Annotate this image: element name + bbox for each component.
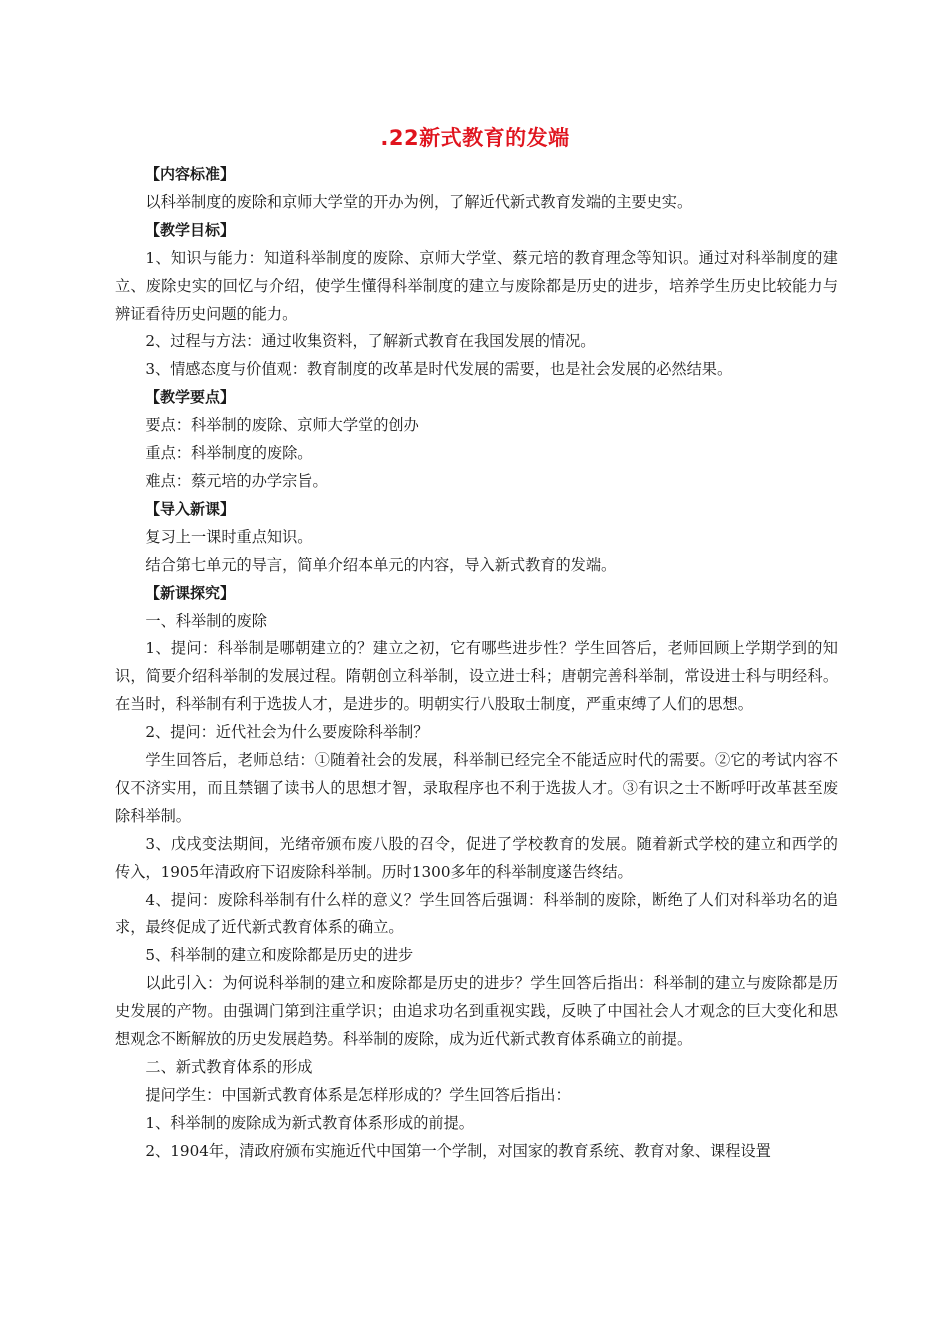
paragraph: 学生回答后，老师总结：①随着社会的发展，科举制已经完全不能适应时代的需要。②它的考试内容不仅不济实用，而且禁锢了读书人的思想才智，录取程序也不利于选拔人才。③有识之士不断呼吁改革甚至废除科举制。 [115,751,838,825]
paragraph: 4、提问：废除科举制有什么样的意义？学生回答后强调：科举制的废除，断绝了人们对科举功名的追求，最终促成了近代新式教育体系的确立。 [115,890,838,937]
paragraph: 1、科举制的废除成为新式教育体系形成的前提。 [145,1113,474,1132]
section-heading: 【内容标准】 [145,165,236,183]
section-heading: 【导入新课】 [145,499,236,518]
paragraph: 2、提问：近代社会为什么要废除科举制？ [145,723,429,742]
section-heading: 【新课探究】 [145,583,236,602]
paragraph: 1、提问：科举制是哪朝建立的？建立之初，它有哪些进步性？学生回答后，老师回顾上学期学到的知识，简要介绍科举制的发展过程。隋朝创立科举制，设立进士科；唐朝完善科举制，常设进士科与明经科。在当时，科举制有利于选拔人才，是进步的。明朝实行八股取士制度，严重束缚了人们的思想。 [115,639,838,714]
paragraph: 2、过程与方法：通过收集资料，了解新式教育在我国发展的情况。 [145,332,596,351]
paragraph: 复习上一课时重点知识。 [145,527,313,546]
section-heading: 【教学目标】 [145,220,236,239]
paragraph: 3、情感态度与价值观：教育制度的改革是时代发展的需要，也是社会发展的必然结果。 [145,360,733,379]
paragraph: 2、1904年，清政府颁布实施近代中国第一个学制，对国家的教育系统、教育对象、课程设置 [145,1141,771,1160]
paragraph: 5、科举制的建立和废除都是历史的进步 [145,946,414,965]
paragraph: 二、新式教育体系的形成 [145,1058,313,1076]
paragraph: 要点：科举制的废除、京师大学堂的创办 [145,416,419,435]
document-body [115,161,838,1166]
section-heading: 【教学要点】 [145,388,236,407]
paragraph: 重点：科举制度的废除。 [145,444,313,463]
paragraph: 以科举制度的废除和京师大学堂的开办为例，了解近代新式教育发端的主要史实。 [145,192,693,211]
paragraph: 1、知识与能力：知道科举制度的废除、京师大学堂、蔡元培的教育理念等知识。通过对科举制度的建立、废除史实的回忆与介绍，使学生懂得科举制度的建立与废除都是历史的进步，培养学生历史比较能力与辨证看待历史问题的能力。 [115,248,838,323]
page-title: .22新式教育的发端 [380,126,570,150]
paragraph: 结合第七单元的导言，简单介绍本单元的内容，导入新式教育的发端。 [145,555,617,574]
paragraph: 提问学生：中国新式教育体系是怎样形成的？学生回答后指出： [145,1085,571,1104]
paragraph: 难点：蔡元培的办学宗旨。 [145,471,328,490]
paragraph: 一、科举制的废除 [145,611,267,630]
paragraph: 以此引入：为何说科举制的建立和废除都是历史的进步？学生回答后指出：科举制的建立与废除都是历史发展的产物。由强调门第到注重学识；由追求功名到重视实践，反映了中国社会人才观念的巨大变化和思想观念不断解放的历史发展趋势。科举制的废除，成为近代新式教育体系确立的前提。 [115,974,838,1049]
paragraph: 3、戊戌变法期间，光绪帝颁布废八股的召令，促进了学校教育的发展。随着新式学校的建立和西学的传入，1905年清政府下诏废除科举制。历时1300多年的科举制度遂告终结。 [115,834,838,881]
